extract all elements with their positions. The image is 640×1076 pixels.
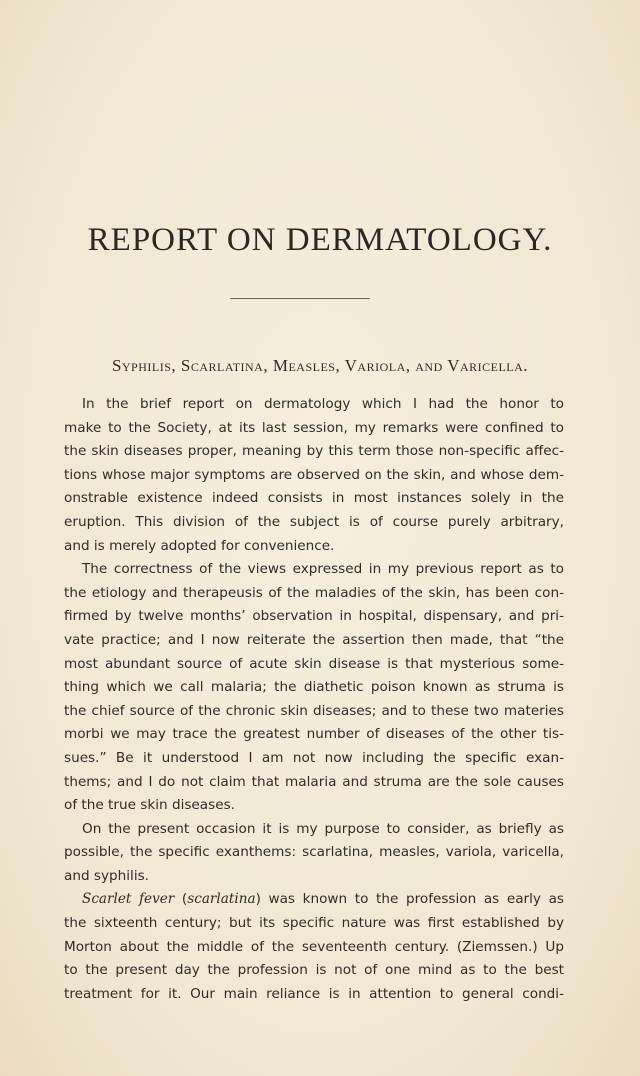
text-line: possible, the specific exanthems: scarlatina, measles, variola, varicella, — [64, 844, 564, 861]
text-line: thing which we call malaria; the diathetic poison known as struma is — [64, 679, 564, 696]
text-line: and syphilis. — [64, 867, 150, 884]
text-line: the skin diseases proper, meaning by this term those non-specific affec- — [64, 443, 564, 460]
section-subtitle: Syphilis, Scarlatina, Measles, Variola, and Varicella. — [111, 356, 529, 375]
text-line: the etiology and therapeusis of the maladies of the skin, has been con- — [64, 584, 564, 601]
text-line: thems; and I do not claim that malaria and struma are the sole causes — [64, 773, 564, 790]
text-line-italic-lead: Scarlet fever (scarlatina) was known to the profession as early as — [82, 891, 564, 908]
text-line: morbi we may trace the greatest number of diseases of the other tis- — [64, 726, 564, 743]
text-line: to the present day the profession is not of one mind as to the best — [64, 962, 564, 979]
text-line: tions whose major symptoms are observed on the skin, and whose dem- — [64, 466, 564, 483]
text-line: eruption. This division of the subject is of course purely arbitrary, — [64, 513, 564, 530]
title-divider — [230, 298, 370, 299]
text-line: onstrable existence indeed consists in most instances solely in the — [64, 490, 564, 507]
text-line: In the brief report on dermatology which I had the honor to — [82, 396, 564, 412]
page-title: REPORT ON DERMATOLOGY. — [87, 222, 553, 258]
text-line: On the present occasion it is my purpose to consider, as briefly as — [82, 820, 564, 837]
text-line: sues.” Be it understood I am not now including the specific exan- — [64, 749, 564, 766]
italic-term: scarlatina — [187, 891, 256, 908]
text-line: the sixteenth century; but its specific nature was first established by — [64, 915, 564, 932]
text-line: most abundant source of acute skin disease is that mysterious some- — [64, 655, 564, 672]
text-line: vate practice; and I now reiterate the assertion then made, that “the — [64, 631, 564, 648]
text-line: Morton about the middle of the seventeenth century. (Ziemssen.) Up — [64, 938, 564, 955]
text-line: firmed by twelve months’ observation in hospital, dispensary, and pri- — [64, 608, 564, 625]
text-fragment: was known to the profession as early as — [268, 891, 564, 908]
text-line: treatment for it. Our main reliance is in attention to general condi- — [64, 985, 564, 1002]
text-line: and is merely adopted for convenience. — [64, 537, 335, 554]
italic-term: Scarlet fever — [82, 891, 175, 908]
text-line: the chief source of the chronic skin diseases; and to these two materies — [64, 702, 564, 719]
text-line: of the true skin diseases. — [64, 797, 235, 814]
text-line: The correctness of the views expressed in my previous report as to — [82, 561, 564, 578]
text-line: make to the Society, at its last session, my remarks were confined to — [64, 419, 564, 436]
body-text — [64, 393, 564, 1006]
